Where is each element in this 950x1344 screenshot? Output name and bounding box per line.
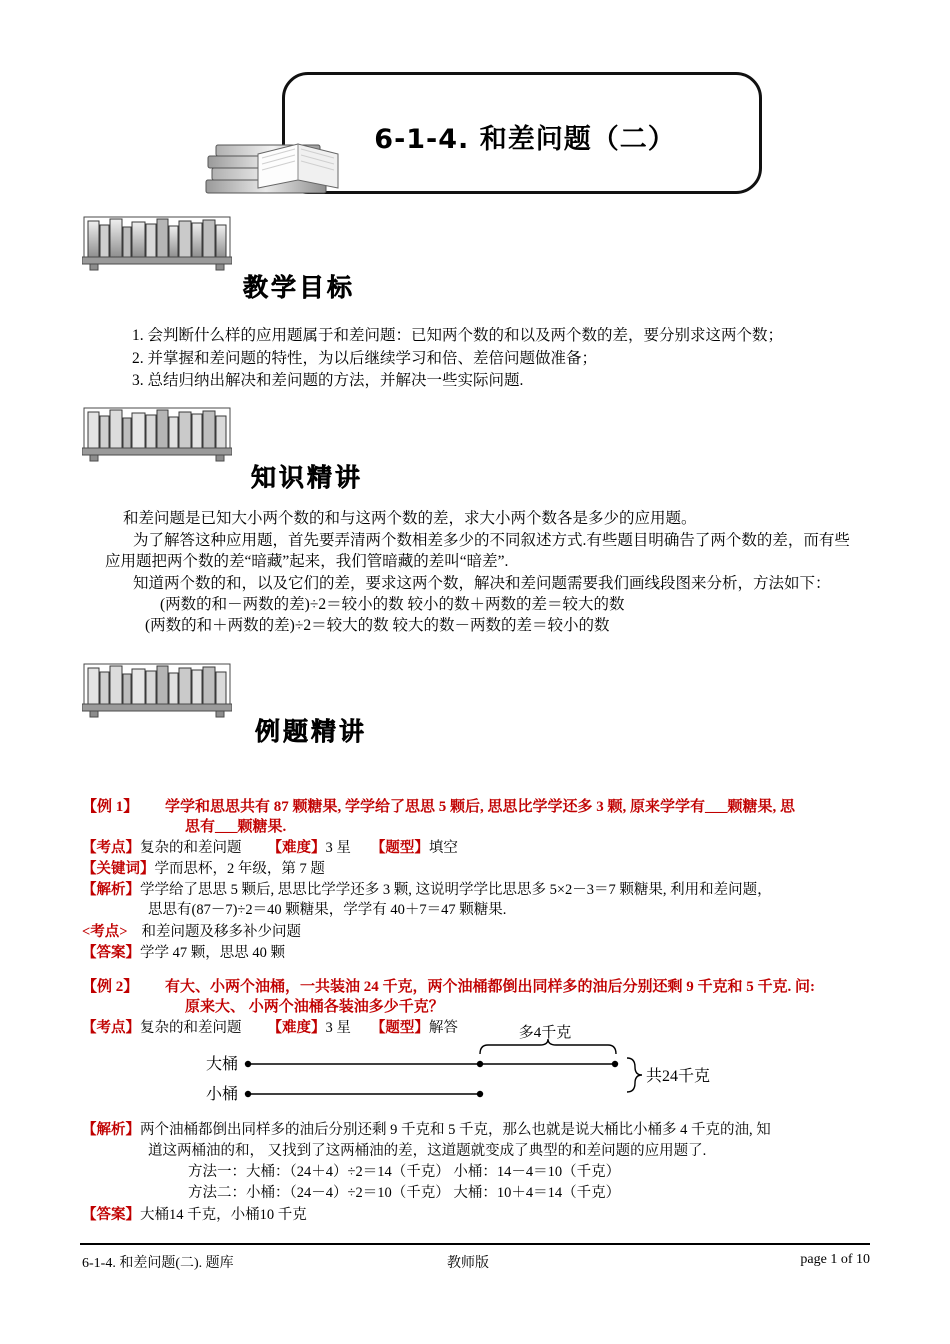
knowledge-para-2: 为了解答这种应用题，首先要弄清两个数相差多少的不同叙述方式.有些题目明确告了两个数的差，而有些应用题把两个数的差“暗藏”起来，我们管暗藏的差叫“暗差”.	[105, 532, 850, 570]
example-2-label	[82, 975, 138, 996]
keyword-tag: 【关键词】	[82, 861, 155, 877]
kaodian-tag: 【考点】	[82, 1020, 140, 1036]
example-2-method-2	[188, 1181, 878, 1202]
example-1-meta	[82, 836, 862, 857]
page-title: 6-1-4. 和差问题（二）	[374, 123, 676, 155]
knowledge-formula-2: (两数的和＋两数的差)÷2＝较大的数 较大的数－两数的差＝较小的数	[145, 617, 610, 634]
example-1-keyword	[82, 857, 862, 878]
books-illustration	[198, 118, 398, 213]
keyword-value: 学而思杯，2 年级，第 7 题	[154, 861, 325, 877]
jiexi-value: 学学给了思思 5 颗后, 思思比学学还多 3 颗, 这说明学学比思思多 5×2－3＝7 颗糖果, 利用和差问题，	[140, 882, 772, 898]
example-label: 【例 2】	[82, 979, 139, 995]
knowledge-formula-1: (两数的和－两数的差)÷2＝较小的数 较小的数＋两数的差＝较大的数	[160, 596, 625, 613]
bookshelf-icon-goals	[82, 213, 232, 271]
diagram-brace-top-label: 多4千克	[518, 1025, 572, 1041]
section-heading-goals: 教学目标	[243, 273, 356, 302]
kaodian-value: 复杂的和差问题	[140, 1020, 242, 1036]
footer-page-number: page 1 of 10	[800, 1252, 870, 1267]
answer-value: 学学 47 颗，思思 40 颗	[140, 945, 285, 961]
tixing-value: 填空	[428, 840, 458, 856]
teaching-goals-list	[132, 325, 852, 393]
subpoint-value: 和差问题及移多补少问题	[141, 924, 302, 940]
diagram-brace-right-label: 共24千克	[646, 1068, 711, 1085]
jiexi-value-cont: 道这两桶油的和， 又找到了这两桶油的差，这道题就变成了典型的和差问题的应用题了.	[148, 1143, 707, 1159]
example-1-answer	[82, 941, 862, 962]
example-1-jiexi-line2	[148, 898, 868, 919]
example-1-title-line1	[165, 795, 855, 816]
section-heading-knowledge: 知识精讲	[251, 463, 364, 492]
example-1-title-line2	[185, 815, 855, 836]
nandu-tag: 【难度】	[267, 1020, 326, 1036]
example-2-jiexi-line2	[148, 1139, 868, 1160]
answer-tag: 【答案】	[82, 945, 140, 961]
example-label: 【例 1】	[82, 799, 139, 815]
footer-center-text: 教师版	[447, 1256, 489, 1271]
method-2-text: 方法二：小桶：（24－4）÷2＝10（千克） 大桶：10＋4＝14（千克）	[188, 1185, 621, 1201]
example-1-label	[82, 795, 138, 816]
example-title-cont: 原来大、 小两个油桶各装油多少千克？	[185, 999, 444, 1015]
jiexi-value-cont: 思思有(87－7)÷2＝40 颗糖果，学学有 40＋7＝47 颗糖果.	[148, 902, 507, 918]
goal-item: 1. 会判断什么样的应用题属于和差问题：已知两个数的和以及两个数的差，要分别求这两个数；	[132, 327, 784, 344]
footer-divider	[80, 1243, 870, 1245]
example-2-answer	[82, 1203, 862, 1224]
knowledge-para-3: 知道两个数的和，以及它们的差，要求这两个数，解决和差问题需要我们画线段图来分析，方法如下：	[133, 575, 831, 592]
knowledge-para-1: 和差问题是已知大小两个数的和与这两个数的差，求大小两个数各是多少的应用题。	[123, 510, 697, 527]
footer-left-text: 6-1-4. 和差问题(二). 题库	[82, 1256, 234, 1271]
nandu-value: 3 星	[325, 840, 351, 856]
jiexi-value: 两个油桶都倒出同样多的油后分别还剩 9 千克和 5 千克，那么也就是说大桶比小桶多 4 千克的油, 知	[140, 1122, 771, 1138]
nandu-value: 3 星	[325, 1020, 351, 1036]
answer-tag: 【答案】	[82, 1207, 140, 1223]
tixing-value: 解答	[428, 1020, 458, 1036]
nandu-tag: 【难度】	[267, 840, 326, 856]
example-title: 学学和思思共有 87 颗糖果, 学学给了思思 5 颗后, 思思比学学还多 3 颗, 原来学学有___颗糖果, 思	[165, 799, 796, 815]
section-heading-examples: 例题精讲	[255, 717, 368, 746]
jiexi-tag: 【解析】	[82, 1122, 140, 1138]
example-1-jiexi-line1	[82, 878, 872, 899]
example-title: 有大、小两个油桶，一共装油 24 千克，两个油桶都倒出同样多的油后分别还剩 9 千克和 5 千克. 问:	[165, 979, 815, 995]
goal-item: 2. 并掌握和差问题的特性，为以后继续学习和倍、差倍问题做准备；	[132, 349, 598, 367]
example-1-subpoint	[82, 920, 862, 941]
answer-value: 大桶14 千克，小桶10 千克	[140, 1207, 307, 1223]
tixing-tag: 【题型】	[370, 1020, 429, 1036]
example-2-method-1	[188, 1160, 878, 1181]
method-1-text: 方法一：大桶：（24＋4）÷2＝14（千克） 小桶：14－4＝10（千克）	[188, 1164, 621, 1180]
kaodian-tag: 【考点】	[82, 840, 140, 856]
tixing-tag: 【题型】	[370, 840, 429, 856]
kaodian-value: 复杂的和差问题	[140, 840, 242, 856]
line-segment-diagram	[190, 1020, 760, 1115]
example-2-title-line1	[165, 975, 865, 996]
jiexi-tag: 【解析】	[82, 882, 140, 898]
diagram-label-big: 大桶	[205, 1056, 238, 1073]
example-2-title-line2	[185, 995, 865, 1016]
goal-item: 3. 总结归纳出解决和差问题的方法，并解决一些实际问题.	[132, 372, 524, 389]
bookshelf-icon-knowledge	[82, 404, 232, 462]
example-2-jiexi-line1	[82, 1118, 872, 1139]
subpoint-tag: <考点>	[82, 924, 128, 940]
example-title-cont: 思有___颗糖果.	[185, 819, 287, 835]
diagram-label-small: 小桶	[205, 1086, 238, 1103]
bookshelf-icon-examples	[82, 660, 232, 718]
